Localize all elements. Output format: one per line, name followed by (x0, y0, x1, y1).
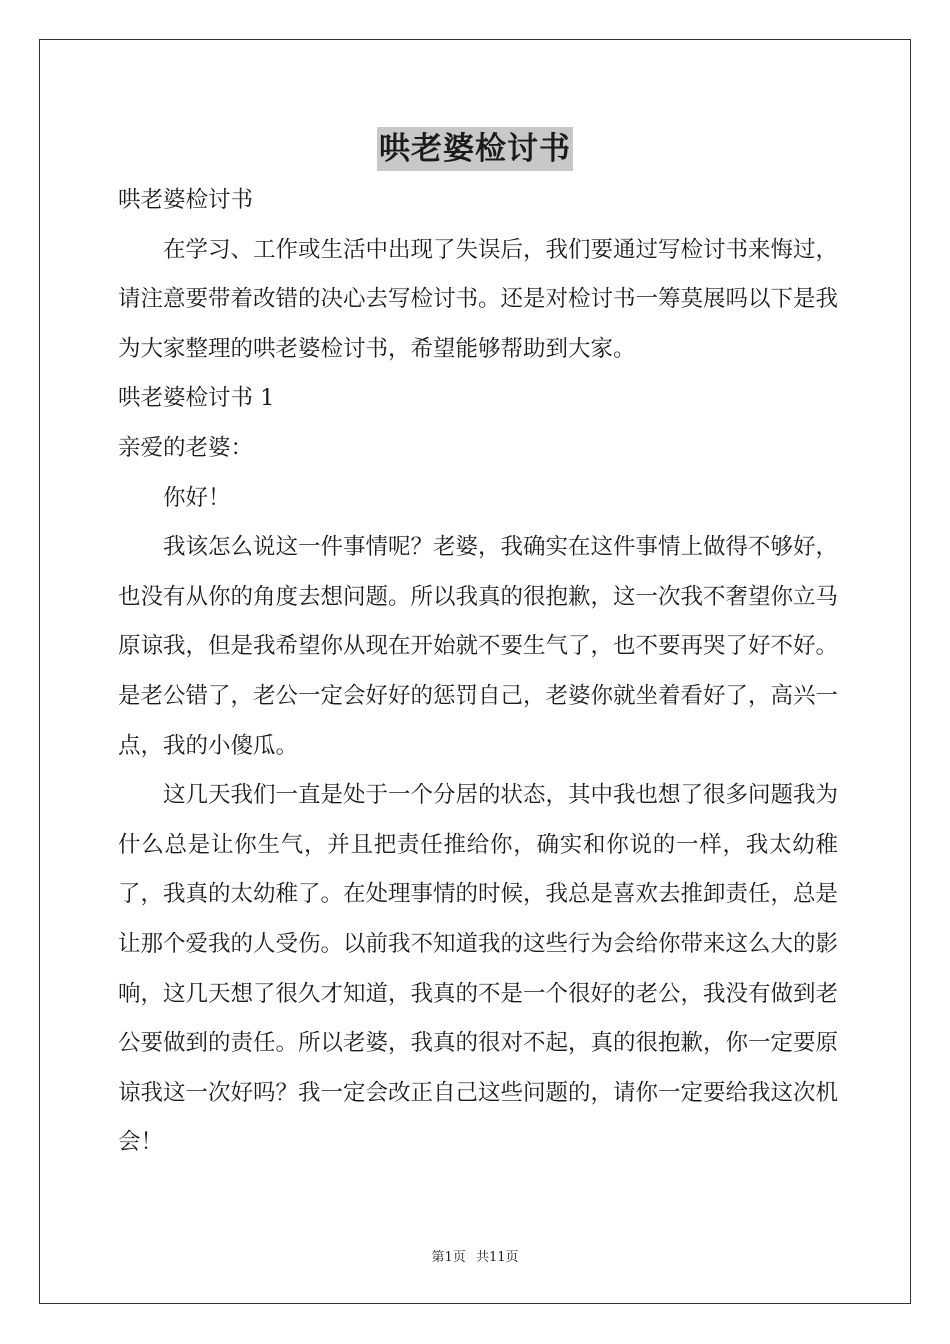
document-title: 哄老婆检讨书 (377, 127, 573, 171)
page-total: 共11页 (475, 1250, 519, 1265)
title-container (0, 127, 950, 171)
paragraph-subtitle: 哄老婆检讨书 (118, 187, 254, 213)
paragraph-salutation: 亲爱的老婆： (118, 434, 254, 461)
paragraph-section-heading: 哄老婆检讨书 1 (118, 385, 275, 412)
page-footer (0, 1249, 950, 1267)
paragraph-greeting: 你好！ (163, 484, 231, 511)
page-number: 第1页 (431, 1250, 466, 1265)
document-body (118, 176, 838, 1168)
paragraph-body-2: 这几天我们一直是处于一个分居的状态，其中我也想了很多问题我为什么总是让你生气，并且把责任推给你，确实和你说的一样，我太幼稚了，我真的太幼稚了。在处理事情的时候，我总是喜欢去推卸责任，总是让那个爱我的人受伤。以前我不知道我的这些行为会给你带来这么大的影响，这几天想了很久才知道，我真的不是一个很好的老公，我没有做到老公要做到的责任。所以老婆，我真的很对不起，真的很抱歉，你一定要原谅我这一次好吗？我一定会改正自己这些问题的，请你一定要给我这次机会！ (118, 782, 839, 1156)
paragraph-intro: 在学习、工作或生活中出现了失误后，我们要通过写检讨书来悔过，请注意要带着改错的决心去写检讨书。还是对检讨书一筹莫展吗以下是我为大家整理的哄老婆检讨书，希望能够帮助到大家。 (118, 236, 839, 362)
paragraph-body-1: 我该怎么说这一件事情呢？老婆，我确实在这件事情上做得不够好，也没有从你的角度去想问题。所以我真的很抱歉，这一次我不奢望你立马原谅我，但是我希望你从现在开始就不要生气了，也不要再哭了好不好。是老公错了，老公一定会好好的惩罚自己，老婆你就坐着看好了，高兴一点，我的小傻瓜。 (118, 534, 839, 759)
